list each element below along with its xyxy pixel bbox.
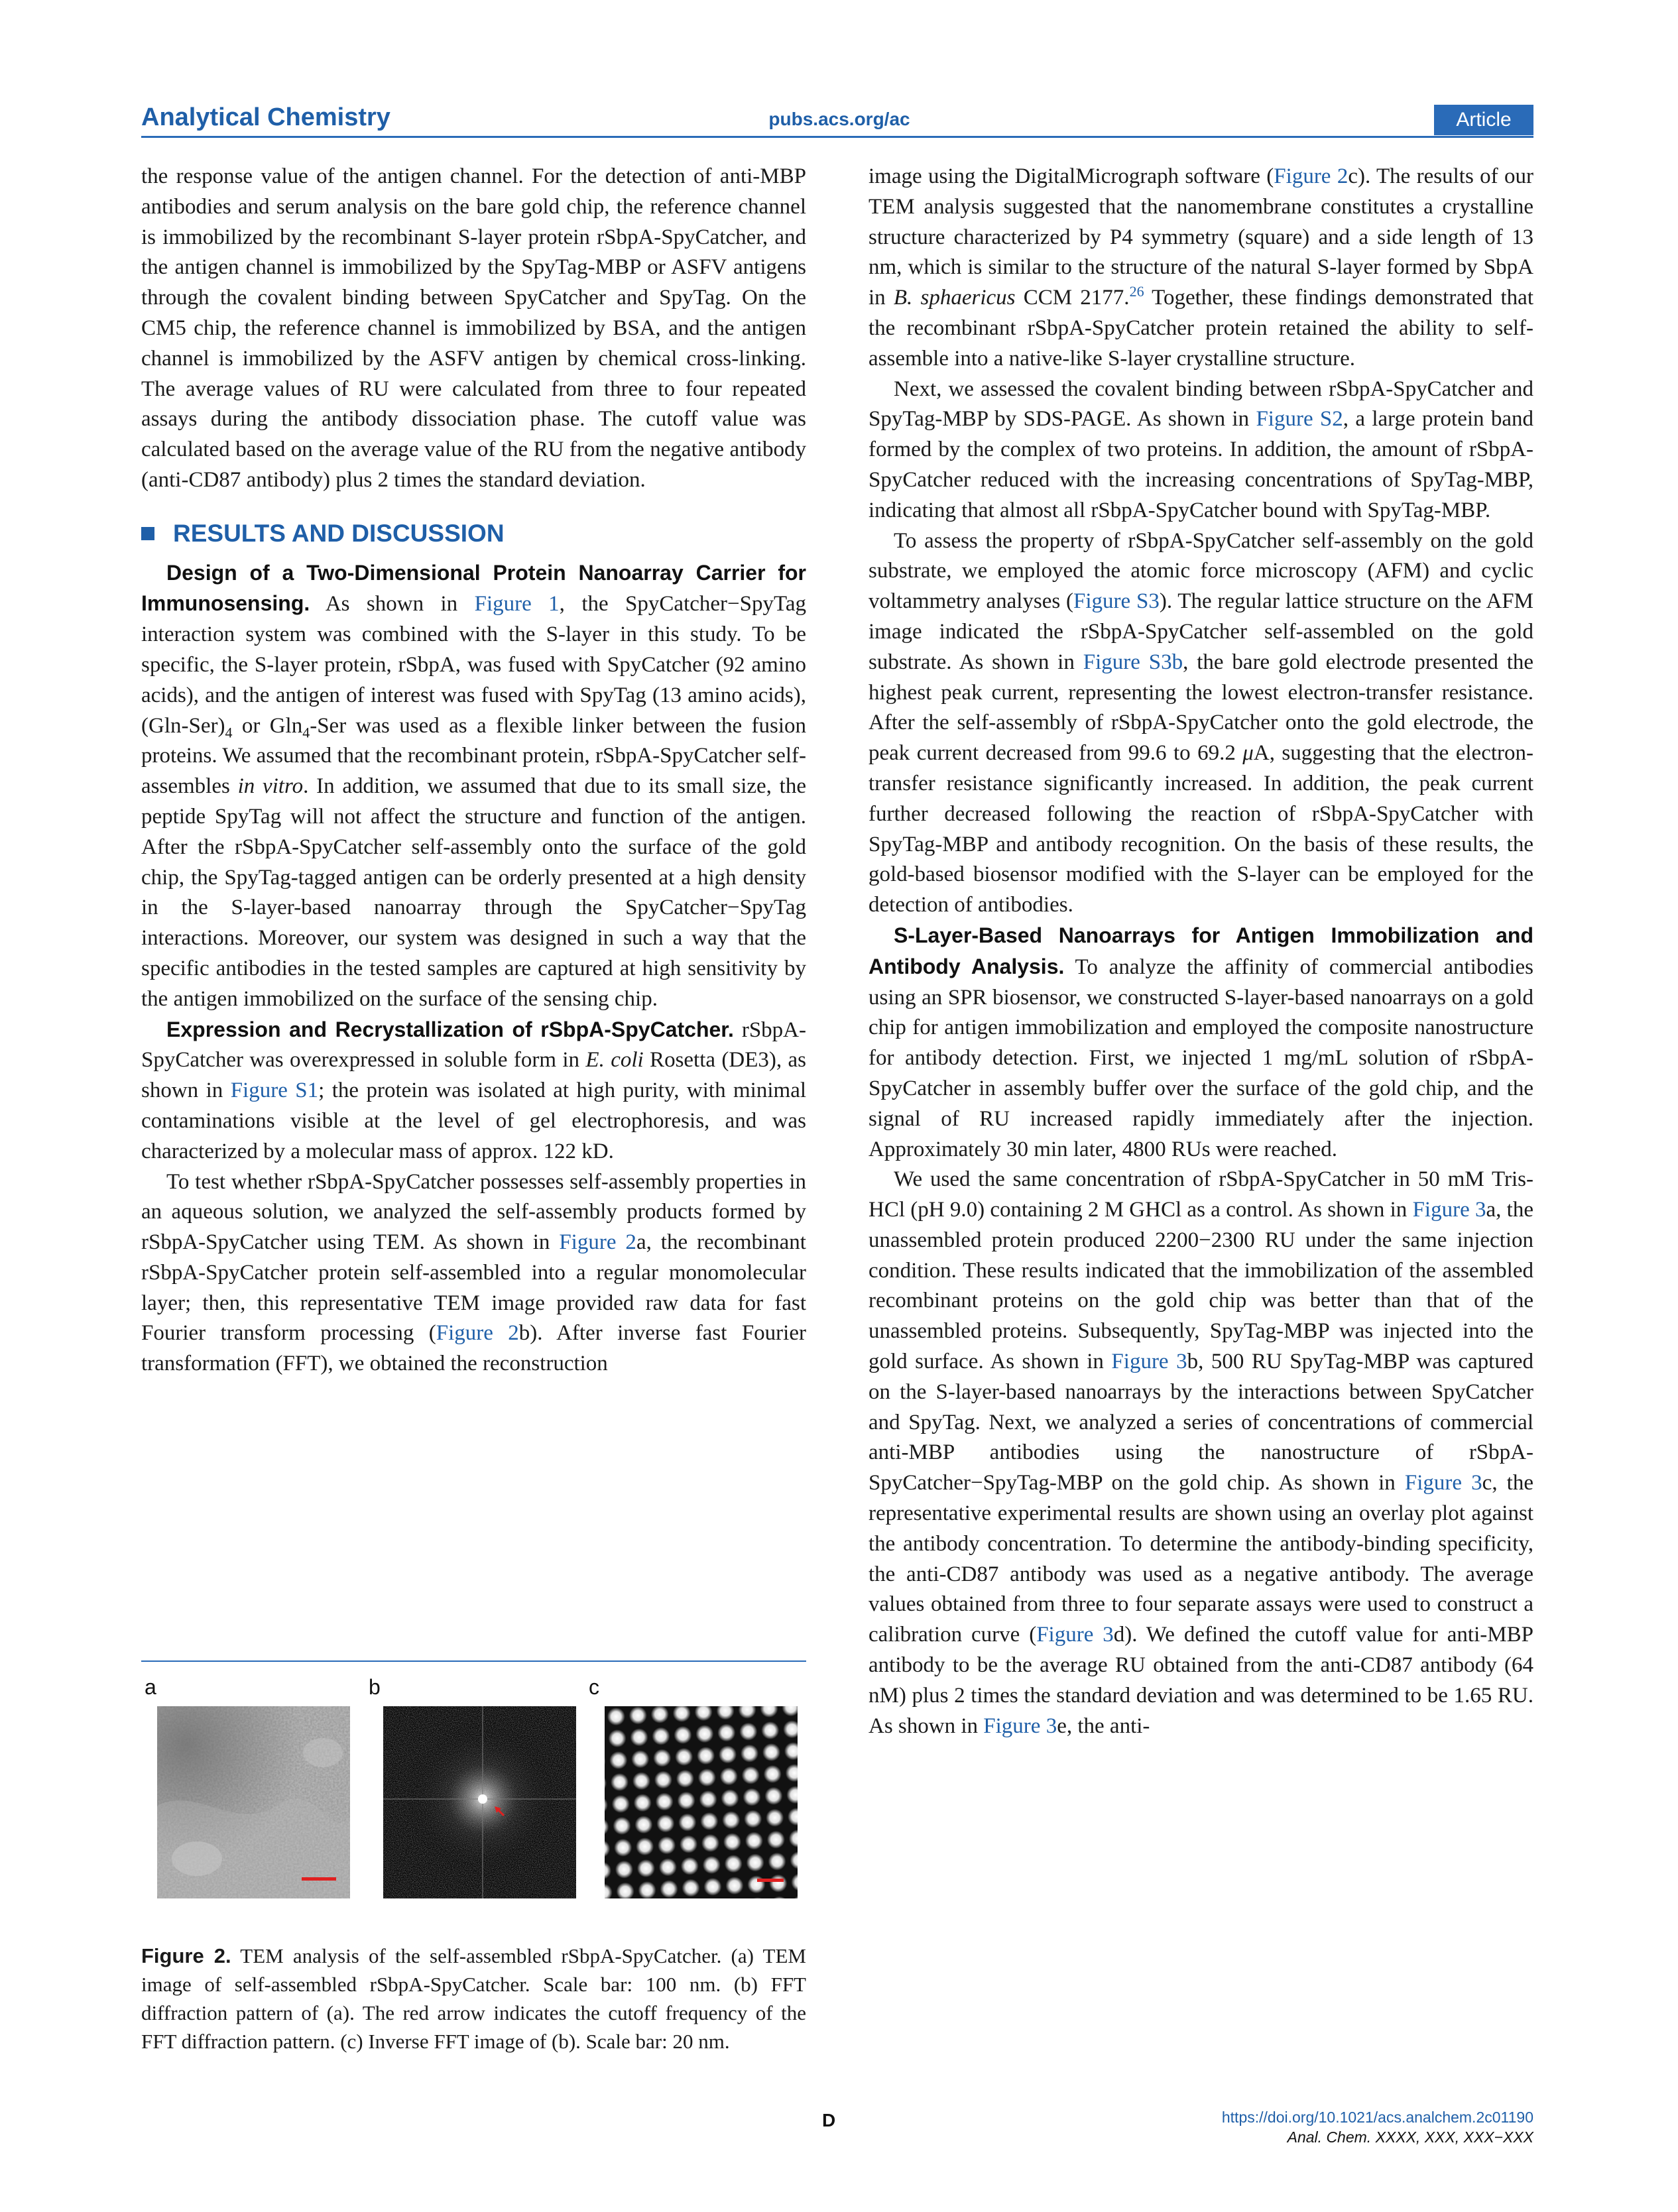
journal-citation: Anal. Chem. XXXX, XXX, XXX−XXX [1287,2128,1533,2146]
figure-caption [141,1942,806,2056]
right-column [869,162,1533,1741]
reference-link[interactable]: 26 [1129,283,1144,300]
paragraph-sds-page: Next, we assessed the covalent binding between rSbpA-SpyCatcher and SpyTag-MBP by SDS-PAGE. As shown in Figure S2, a large protein band formed by the complex of two proteins. In addition, the amount of rSbpA-SpyCatcher reduced with the increasing concentrations of SpyTag-MBP, indicating that almost all rSbpA-SpyCatcher bound with SpyTag-MBP. [869,377,1533,522]
run-in-heading-design: Design of a Two-Dimensional Protein Nanoarray Carrier for Immunosensing. [141,560,806,616]
link-figure-s2[interactable]: Figure S2 [1256,407,1343,432]
paragraph-afm: To assess the property of rSbpA-SpyCatcher self-assembly on the gold substrate, we employed the atomic force microscopy (AFM) and cyclic voltammetry analyses (Figure S3). The regular lattice structure on the AFM image indicated the rSbpA-SpyCatcher self-assembled on the gold substrate. As shown in Figure S3b, the bare gold electrode presented the highest peak current, representing the lowest electron-transfer resistance. After the self-assembly of rSbpA-SpyCatcher onto the gold electrode, the peak current decreased from 99.6 to 69.2 μA, suggesting that the electron-transfer resistance significantly increased. In addition, the peak current further decreased following the reaction of rSbpA-SpyCatcher with SpyTag-MBP and antibody recognition. On the basis of these results, the gold-based biosensor modified with the S-layer can be employed for the detection of antibodies. [869,528,1534,917]
caption-text: TEM analysis of the self-assembled rSbpA-SpyCatcher. (a) TEM image of self-assembled rSbpA-SpyCatcher. Scale bar: 100 nm. (b) FFT diffraction pattern of (a). The red arrow indicates the cutoff frequency of the FFT diffraction pattern. (c) Inverse FFT image of (b). Scale bar: 20 nm. [141,1944,806,2053]
scale-bar [302,1877,336,1881]
doi-link[interactable]: https://doi.org/10.1021/acs.analchem.2c01190 [1221,2109,1533,2126]
paragraph-methods-end: the response value of the antigen channel. For the detection of anti-MBP antibodies and serum analysis on the bare gold chip, the reference channel is immobilized by the recombinant S-layer protein rSbpA-SpyCatcher, and the antigen channel is immobilized by the SpyTag-MBP or ASFV antigens through the covalent binding between SpyCatcher and SpyTag. On the CM5 chip, the reference channel is immobilized by BSA, and the antigen channel is immobilized by the ASFV antigen by chemical cross-linking. The average values of RU were calculated from three to four repeated assays during the antibody dissociation phase. The cutoff value was calculated based on the average value of the RU from the negative antibody (anti-CD87 antibody) plus 2 times the standard deviation. [141,164,806,492]
footer-citation [1222,2107,1533,2147]
paragraph-expression: Expression and Recrystallization of rSbpA-SpyCatcher. rSbpA-SpyCatcher was overexpressed in soluble form in E. coli Rosetta (DE3), as shown in Figure S1; the protein was isolated at high purity, with minimal contaminations visible at the level of gel electrophoresis, and was characterized by a molecular mass of approx. 122 kD. [141,1017,807,1163]
header-rule [141,136,1533,138]
section-title: RESULTS AND DISCUSSION [173,519,505,547]
link-figure-3[interactable]: Figure 3 [1036,1623,1114,1647]
page-number: D [822,2110,836,2130]
link-figure-2[interactable]: Figure 2 [559,1230,636,1255]
link-figure-3[interactable]: Figure 3 [1412,1198,1486,1222]
paragraph-nanoarrays: S-Layer-Based Nanoarrays for Antigen Immobilization and Antibody Analysis. To analyze the affinity of commercial antibodies using an SPR biosensor, we constructed S-layer-based nanoarrays on a gold chip for antigen immobilization and employed the composite nanostructure for antibody detection. First, we injected 1 mg/mL solution of rSbpA-SpyCatcher in assembly buffer over the surface of the gold chip, and the signal of RU increased rapidly immediately after the injection. Approximately 30 min later, 4800 RUs were reached. [869,923,1534,1161]
paragraph-tem-results: image using the DigitalMicrograph software (Figure 2c). The results of our TEM analysis suggested that the nanomembrane constitutes a crystalline structure characterized by P4 symmetry (square) and a side length of 13 nm, which is similar to the structure of the natural S-layer formed by SbpA in B. sphaericus CCM 2177.26 Together, these findings demonstrated that the recombinant rSbpA-SpyCatcher protein retained the ability to self-assemble into a native-like S-layer crystalline structure. [869,164,1534,371]
journal-url[interactable]: pubs.acs.org/ac [768,109,910,129]
link-figure-s1[interactable]: Figure S1 [230,1078,319,1103]
run-in-heading-nanoarrays: S-Layer-Based Nanoarrays for Antigen Immobilization and Antibody Analysis. [869,923,1533,978]
paragraph-control: We used the same concentration of rSbpA-SpyCatcher in 50 mM Tris-HCl (pH 9.0) containing 2 M GHCl as a control. As shown in Figure 3a, the unassembled protein produced 2200−2300 RU under the same injection condition. These results indicated that the immobilization of the assembled recombinant proteins on the gold chip was better than that of the unassembled proteins. Subsequently, SpyTag-MBP was injected into the gold surface. As shown in Figure 3b, 500 RU SpyTag-MBP was captured on the S-layer-based nanoarrays by the interactions between SpyCatcher and SpyTag. Next, we analyzed a series of concentrations of commercial anti-MBP antibodies using the nanostructure of rSbpA-SpyCatcher−SpyTag-MBP on the gold chip. As shown in Figure 3c, the representative experimental results are shown using an overlay plot against the antibody concentration. To determine the antibody-binding specificity, the anti-CD87 antibody was used as a negative antibody. The average values obtained from three to four separate assays were used to construct a calibration curve (Figure 3d). We defined the cutoff value for anti-MBP antibody to be the average RU obtained from the anti-CD87 antibody (64 nM) plus 2 times the standard deviation and was determined to be 1.65 RU. As shown in Figure 3e, the anti- [869,1167,1533,1738]
section-square-icon [141,527,154,540]
paragraph-design: Design of a Two-Dimensional Protein Nanoarray Carrier for Immunosensing. As shown in Figure 1, the SpyCatcher−SpyTag interaction system was combined with the S-layer in this study. To be specific, the S-layer protein, rSbpA, was fused with SpyCatcher (92 amino acids), and the antigen of interest was fused with SpyTag (13 amino acids), $(Gln-Ser)_4$ or Gln$_4$-Ser was used as a flexible linker between the fusion proteins. We assumed that the recombinant protein, rSbpA-SpyCatcher self-assembles in vitro. In addition, we assumed that due to its small size, the peptide SpyTag will not affect the structure and function of the antigen. After the rSbpA-SpyCatcher self-assembly onto the surface of the gold chip, the SpyTag-tagged antigen can be orderly presented at a high density in the S-layer-based nanoarray through the SpyCatcher−SpyTag interactions. Moreover, our system was designed in such a way that the specific antibodies in the tested samples are captured at high sensitivity by the antigen immobilized on the surface of the sensing chip. [141,560,806,1011]
run-in-heading-expression: Expression and Recrystallization of rSbpA-SpyCatcher. [166,1017,734,1041]
link-figure-3[interactable]: Figure 3 [1111,1350,1187,1374]
inverse-fft-panel [605,1706,798,1898]
link-figure-1[interactable]: Figure 1 [474,592,560,616]
link-figure-2[interactable]: Figure 2 [1274,164,1348,188]
journal-name: Analytical Chemistry [141,103,390,131]
caption-label: Figure 2. [141,1944,231,1967]
scale-bar [757,1879,784,1882]
panel-label-c: c [589,1675,599,1699]
link-figure-s3[interactable]: Figure S3 [1073,589,1160,614]
figure-top-rule [141,1660,806,1662]
panel-label-a: a [145,1675,156,1699]
article-type-badge: Article [1434,105,1533,135]
link-figure-s3b[interactable]: Figure S3b [1083,650,1183,674]
panel-label-b: b [369,1675,381,1699]
paragraph-tem: To test whether rSbpA-SpyCatcher possesses self-assembly properties in an aqueous solution, we analyzed the self-assembly products formed by rSbpA-SpyCatcher using TEM. As shown in Figure 2a, the recombinant rSbpA-SpyCatcher protein self-assembled into a regular monomolecular layer; then, this representative TEM image provided raw data for fast Fourier transform processing (Figure 2b). After inverse fast Fourier transformation (FFT), we obtained the reconstruction [141,1169,806,1376]
fft-pattern-panel [383,1706,576,1898]
link-figure-2[interactable]: Figure 2 [436,1321,519,1346]
tem-image-panel [157,1706,350,1898]
link-figure-3[interactable]: Figure 3 [1404,1471,1482,1495]
link-figure-3[interactable]: Figure 3 [983,1714,1057,1738]
left-column [141,162,806,1379]
section-heading [141,518,806,549]
